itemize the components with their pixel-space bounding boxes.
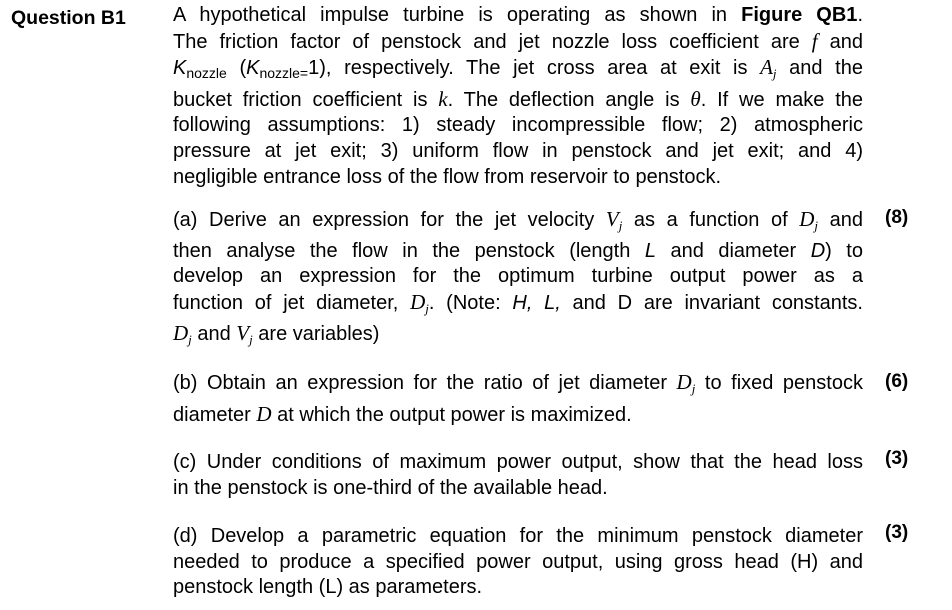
friction-factor-symbol: f [811, 28, 818, 53]
part-d-line-3: penstock length (L) as parameters. [173, 576, 483, 599]
part-a-line-2: then analyse the flow in the penstock (length L and diameter D) to [173, 239, 863, 262]
part-d-marks: (3) [885, 522, 909, 543]
intro-line-1: A hypothetical impulse turbine is operating as shown in Figure QB1. [173, 4, 863, 26]
part-a-line-1: (a) Derive an expression for the jet velocity $V_j$ as a function of $D_j$ and [173, 207, 863, 233]
intro-line-6: pressure at jet exit; 3) uniform flow in penstock and jet exit; and 4) [173, 139, 863, 162]
question-label: Question B1 [11, 7, 126, 29]
intro-paragraph [173, 3, 863, 190]
part-c [173, 450, 863, 501]
intro-line-3: $K_{nozzle}$ $(K_{nozzle=}1)$, respectively. The jet cross area at exit is $A_j$ and the [173, 55, 863, 82]
part-a-marks: (8) [885, 207, 909, 228]
intro-line-4: bucket friction coefficient is k. The deflection angle is θ. If we make the [173, 86, 863, 111]
figure-reference: Figure QB1 [741, 4, 858, 26]
part-b-line-1: (b) Obtain an expression for the ratio of jet diameter $D_j$ to fixed penstock [173, 370, 863, 396]
part-a-line-3: develop an expression for the optimum turbine output power as a [173, 265, 863, 288]
intro-line-7: negligible entrance loss of the flow from reservoir to penstock. [173, 165, 722, 188]
part-a-line-4: function of jet diameter, $D_j$. (Note: H, L, and D are invariant constants. [173, 289, 863, 316]
part-d [173, 524, 863, 601]
part-c-line-1: (c) Under conditions of maximum power output, show that the head loss [173, 451, 863, 473]
part-c-line-2: in the penstock is one-third of the available head. [173, 476, 608, 499]
part-a-line-5: $D_j$ and $V_j$ are variables) [173, 321, 380, 348]
intro-line-5: following assumptions: 1) steady incompressible flow; 2) atmospheric [173, 114, 863, 137]
part-c-marks: (3) [885, 448, 909, 469]
intro-line-2: The friction factor of penstock and jet nozzle loss coefficient are f and [173, 28, 863, 53]
part-b [173, 370, 863, 428]
part-a [173, 207, 863, 353]
part-d-line-1: (d) Develop a parametric equation for the minimum penstock diameter [173, 525, 863, 547]
part-b-marks: (6) [885, 371, 909, 392]
part-b-line-2: diameter D at which the output power is maximized. [173, 401, 632, 426]
part-d-line-2: needed to produce a specified power output, using gross head (H) and [173, 550, 863, 573]
